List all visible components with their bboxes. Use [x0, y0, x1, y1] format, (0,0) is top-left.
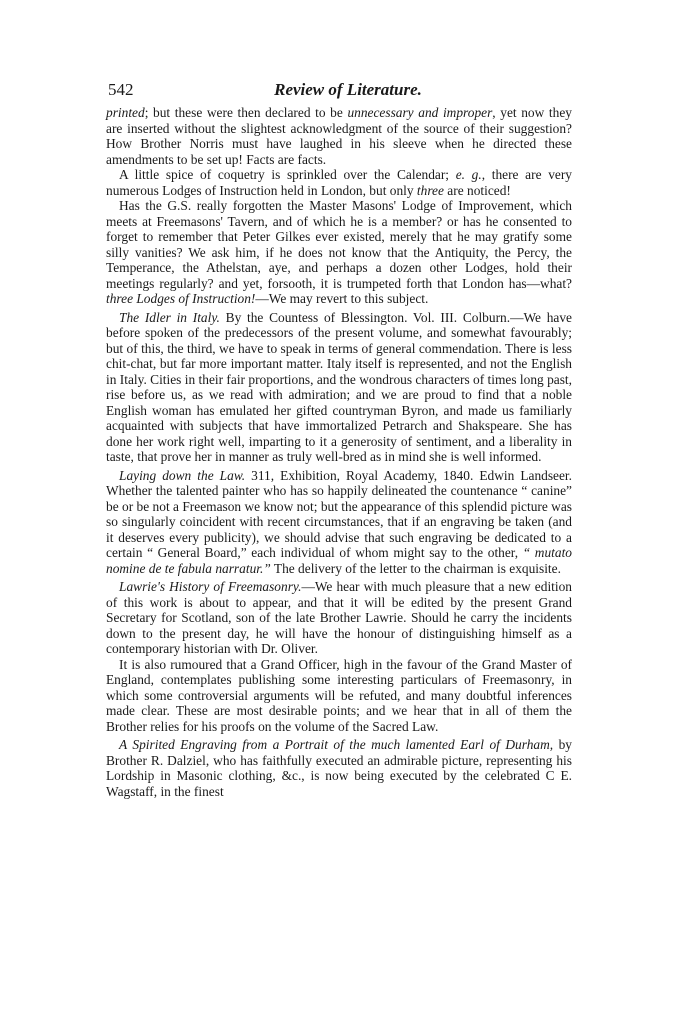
paragraph	[106, 468, 572, 577]
italic-text: Lawrie's History of Freemasonry.	[119, 579, 302, 594]
text-run: The delivery of the letter to the chairman is exquisite.	[270, 560, 561, 576]
italic-text: three Lodges of Instruction!	[106, 291, 256, 306]
italic-text: e. g.	[455, 167, 482, 182]
page-header	[108, 80, 570, 102]
paragraph	[106, 198, 572, 307]
text-run: Has the G.S. really forgotten the Master Masons' Lodge of Improvement, which meets at Freemasons' Tavern, and of which he is a member? or has he consented to forget to remember that Peter Gilkes ever existed, merely that he may gratify some silly vanities? We ask him, if he does not know that the Antiquity, the Percy, the Temperance, the Athelstan, aye, and perhaps a dozen other Lodges, hold their meetings regularly? and yet, forsooth, it is trumpeted forth that London has—what?	[106, 198, 572, 291]
italic-text: three	[416, 182, 444, 198]
text-run: —We may revert to this subject.	[255, 291, 429, 306]
italic-text: printed	[106, 105, 145, 120]
paragraph	[106, 737, 572, 799]
paragraph	[106, 167, 572, 198]
italic-text: The Idler in Italy.	[119, 309, 220, 325]
italic-text: “ mutato nomine de te fabula narratur.”	[106, 545, 573, 576]
paragraph	[106, 657, 572, 735]
page-number: 542	[108, 80, 134, 99]
text-run: It is also rumoured that a Grand Officer, high in the favour of the Grand Master of England, contemplates publishing some interesting particulars of Freemasonry, in which some controversial arguments will be refuted, and many doubtful inferences made clear. These are most desirable points; and we hear that in all of them the Brother relies for his proofs on the volume of the Sacred Law.	[106, 656, 572, 734]
text-run: —We hear with much pleasure that a new edition of this work is about to appear, and that it will be edited by the present Grand Secretary for Scotland, son of the late Brother Lawrie. Should he carry the incidents down to the present day, he will have the honour of distinguishing himself as a contemporary historian with Dr. Oliver.	[106, 579, 572, 656]
running-head: Review of Literature.	[274, 80, 422, 99]
body-text	[106, 105, 572, 799]
paragraph	[106, 579, 572, 657]
italic-text: unnecessary and improper	[347, 105, 493, 120]
text-run: ; but these were then declared to be	[144, 105, 348, 120]
text-run: by Brother R. Dalziel, who has faithfully executed an admirable picture, representing his Lordship in Masonic clothing, &c., is now being executed by the celebrated C E. Wagstaff, in the finest	[106, 737, 572, 799]
text-run: , there are very numerous Lodges of Instruction held in London, but only	[106, 167, 572, 198]
italic-text: A Spirited Engraving from a Portrait of the much lamented Earl of Durham,	[119, 737, 554, 752]
italic-text: Laying down the Law.	[119, 467, 246, 483]
text-run: are noticed!	[443, 182, 511, 198]
text-run: , yet now they are inserted without the slightest acknowledgment of the source of their suggestion? How Brother Norris must have laughed in his sleeve when he directed these amendments to be set up! Facts are facts.	[106, 105, 572, 167]
text-run: By the Countess of Blessington. Vol. III. Colburn.—We have before spoken of the predecessors of the present volume, and somewhat favourably; but of this, the third, we have to speak in terms of general commendation. There is less chit-chat, but far more important matter. Italy itself is represented, and not the English in Italy. Cities in their fair proportions, and the wondrous characters of times long past, rise before us, as we read with admiration; and we are proud to find that a noble English woman has emulated her gifted countryman Byron, and made us familiarly acquainted with subjects that have immortalized Petrarch and Shakspeare. She has done her work right well, imparting to it a generosity of sentiment, and a liberality in taste, that prove her in manner as truly well-bred as in mind she is well informed.	[106, 309, 572, 464]
text-run: 311, Exhibition, Royal Academy, 1840. Edwin Landseer. Whether the talented painter who has so happily delineated the countenance “ canine” be or be not a Freemason we know not; but the appearance of this splendid picture was so singularly coincident with recent circumstances, that if an engraving be taken (and it deserves every publicity), we should advise that such engraving be dedicated to a certain “ General Board,” each individual of whom might say to the other,	[106, 467, 573, 560]
paragraph	[106, 310, 572, 465]
paragraph	[106, 105, 572, 167]
text-run: A little spice of coquetry is sprinkled over the Calendar;	[119, 167, 456, 182]
